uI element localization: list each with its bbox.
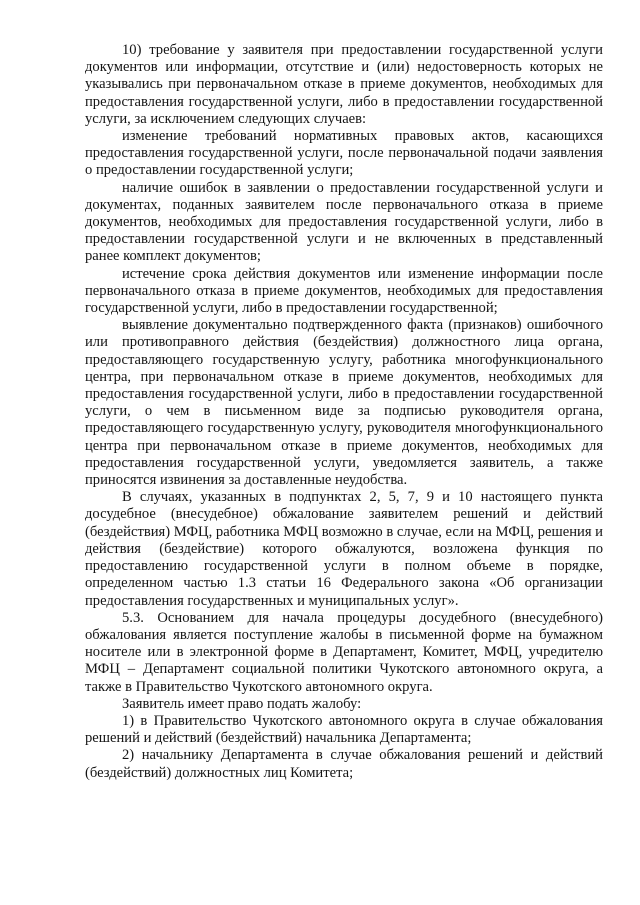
paragraph-section-5-3: 5.3. Основанием для начала процедуры досудебного (внесудебного) обжалования является поступление жалобы в письменной форме на бумажном носителе или в электронной форме в Департамент, Комитет, МФЦ, учредителю МФЦ – Департамент социальной политики Чукотского автономного округа, а также в Правительство Чукотского автономного округа. — [85, 609, 603, 695]
paragraph-exception-unlawful-action: выявление документально подтвержденного факта (признаков) ошибочного или противоправного действия (бездействия) должностного лица органа, предоставляющего государственную услугу, работника многофункционального центра, при первоначальном отказе в приеме документов, необходимых для предоставления государственной услуги, либо в предоставлении государственной услуги, о чем в письменном виде за подписью руководителя органа, предоставляющего государственную услугу, руководителя многофункционального центра при первоначальном отказе в приеме документов, необходимых для предоставления государственной услуги, уведомляется заявитель, а также приносятся извинения за доставленные неудобства. — [85, 317, 603, 489]
paragraph-exception-errors: наличие ошибок в заявлении о предоставлении государственной услуги и документах, поданных заявителем после первоначального отказа в приеме документов, необходимых для предоставления государственной услуги, либо в предоставлении государственной услуги и не включенных в представленный ранее комплект документов; — [85, 179, 603, 265]
paragraph-complaint-option-1: 1) в Правительство Чукотского автономного округа в случае обжалования решений и действий (бездействий) начальника Департамента; — [85, 712, 603, 747]
paragraph-complaint-option-2: 2) начальнику Департамента в случае обжалования решений и действий (бездействий) должностных лиц Комитета; — [85, 747, 603, 781]
paragraph-item-10-requirement: 10) требование у заявителя при предоставлении государственной услуги документов или информации, отсутствие и (или) недостоверность которых не указывались при первоначальном отказе в приеме документов, необходимых для предоставления государственной услуги, либо в предоставлении государственной услуги, за исключением следующих случаев: — [85, 42, 603, 127]
paragraph-mfc-appeal-cases: В случаях, указанных в подпунктах 2, 5, 7, 9 и 10 настоящего пункта досудебное (внесудебное) обжалование заявителем решений и действий (бездействия) МФЦ, работника МФЦ возможно в случае, если на МФЦ, решения и действия (бездействие) которого обжалуются, возложена функция по предоставлению государственной услуги в полном объеме в порядке, определенном частью 1.3 статьи 16 Федерального закона «Об организации предоставления государственных и муниципальных услуг». — [85, 489, 603, 609]
paragraph-complaint-right: Заявитель имеет право подать жалобу: — [122, 695, 362, 712]
paragraph-exception-expiry: истечение срока действия документов или изменение информации после первоначального отказа в приеме документов, необходимых для предоставления государственной услуги, либо в предоставлении государственной; — [85, 265, 603, 317]
paragraph-exception-regulations-change: изменение требований нормативных правовых актов, касающихся предоставления государственной услуги, после первоначальной подачи заявления о предоставлении государственной услуги; — [85, 128, 603, 179]
document-page — [85, 42, 603, 782]
